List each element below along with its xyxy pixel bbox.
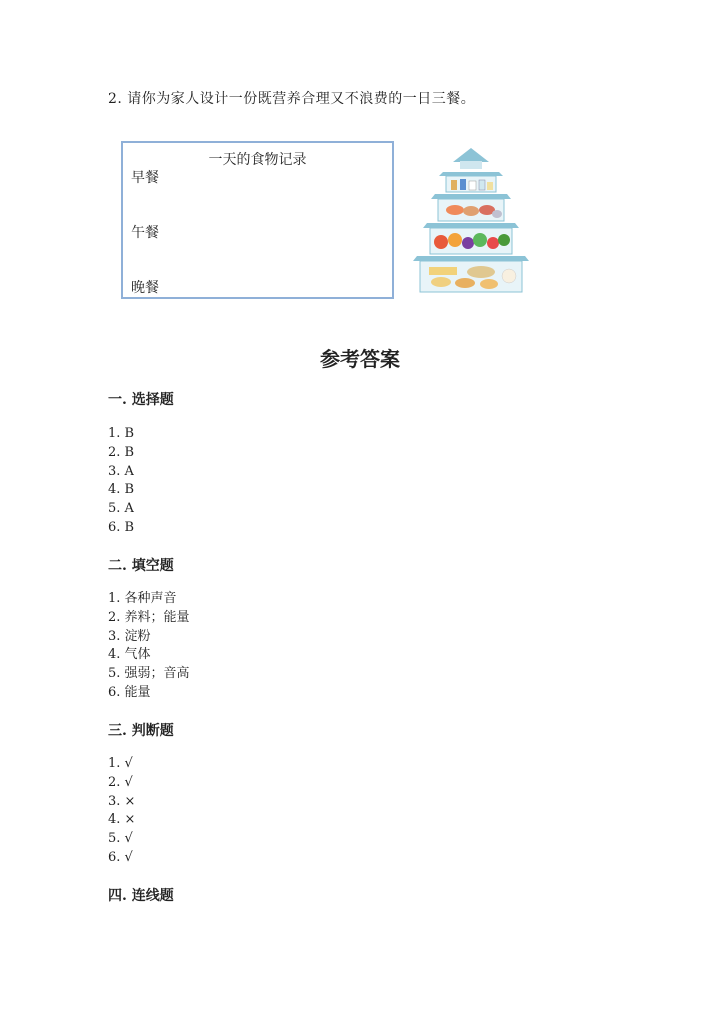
answer-item: 3. 淀粉: [108, 628, 151, 644]
section-heading-match: 四. 连线题: [108, 888, 174, 904]
answer-item: 5. 强弱；音高: [108, 666, 190, 682]
answer-item: 2. 养料；能量: [108, 609, 190, 625]
record-title: 一天的食物记录: [208, 152, 307, 168]
answer-item: 6. B: [108, 519, 135, 535]
answer-item: 2. B: [108, 444, 135, 460]
answer-list-choice: [108, 425, 134, 538]
answer-item: 4. ×: [108, 812, 136, 828]
meal-lunch-label: 午餐: [131, 225, 159, 241]
food-pyramid-icon: [413, 148, 529, 294]
answer-item: 5. A: [108, 501, 134, 517]
answer-item: 1. 各种声音: [108, 591, 177, 606]
meal-dinner-label: 晚餐: [131, 280, 159, 296]
section-heading-fill: 二. 填空题: [108, 558, 174, 574]
answer-item: 6. 能量: [108, 684, 151, 700]
answer-item: 4. B: [108, 482, 135, 498]
answer-item: 4. 气体: [108, 647, 151, 663]
answers-title: 参考答案: [320, 347, 400, 371]
section-heading-judge: 三. 判断题: [108, 723, 174, 739]
answer-item: 6. √: [108, 849, 133, 865]
answer-item: 2. √: [108, 774, 133, 790]
answer-list-fill: [108, 590, 190, 703]
answer-item: 5. √: [108, 831, 133, 847]
meal-breakfast-label: 早餐: [131, 170, 159, 186]
answer-item: 3. A: [108, 463, 134, 479]
section-heading-choice: 一. 选择题: [108, 392, 174, 408]
answer-item: 3. ×: [108, 793, 136, 809]
answer-item: 1. √: [108, 756, 133, 771]
question-text: 2. 请你为家人设计一份既营养合理又不浪费的一日三餐。: [108, 91, 476, 107]
answer-list-judge: [108, 755, 135, 868]
answer-item: 1. B: [108, 426, 135, 441]
food-record-box: [121, 141, 394, 299]
